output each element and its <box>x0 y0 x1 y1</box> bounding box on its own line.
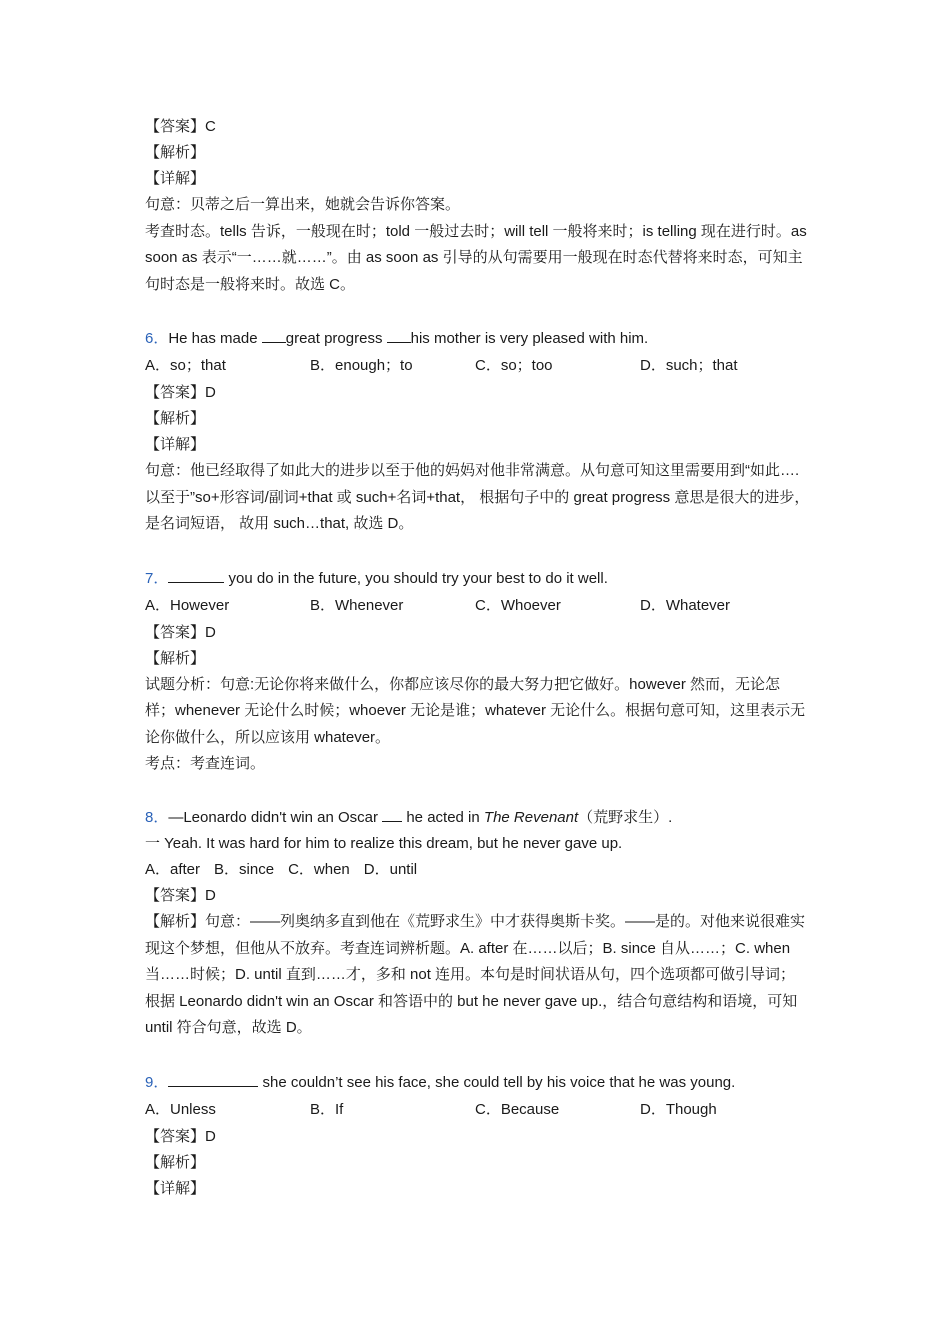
option-d: D．until <box>363 861 418 878</box>
answer-blank <box>168 1072 258 1087</box>
answer-label: 【答案】D <box>145 623 216 641</box>
analysis-label: 【解析】 <box>145 1153 206 1171</box>
question-number: 8． <box>145 809 169 826</box>
document-content <box>145 114 810 1202</box>
option-c: C．Whoever <box>475 596 561 614</box>
option-d: D．Though <box>640 1100 717 1118</box>
question-number: 7． <box>145 569 169 587</box>
answer-label: 【答案】D <box>145 887 216 904</box>
question-9-options <box>145 1096 810 1124</box>
question-8-reply: 一 Yeah. It was hard for him to realize this dream, but he never gave up. <box>145 835 623 852</box>
option-a: A．so；that <box>145 357 226 374</box>
explanation-paragraph: 句意：贝蒂之后一算出来，她就会告诉你答案。 <box>145 196 461 213</box>
question-7-stem: 7． you do in the future, you should try your best to do it well. <box>145 569 608 587</box>
option-d: D．such；that <box>640 357 738 374</box>
detail-label: 【详解】 <box>145 170 206 187</box>
film-title: The Revenant <box>483 809 579 826</box>
option-c: C．when <box>288 861 350 878</box>
option-b: B．since <box>214 861 275 878</box>
answer-blank <box>262 328 286 343</box>
answer-label: 【答案】C <box>145 118 216 135</box>
knowledge-point: 考点：考查连词。 <box>145 755 266 772</box>
option-a: A．However <box>145 596 230 614</box>
option-d: D．Whatever <box>640 596 731 614</box>
option-a: A．after <box>145 861 201 878</box>
answer-blank <box>387 328 411 343</box>
answer-blank <box>168 568 224 583</box>
explanation-paragraph: 考查时态。tells 告诉，一般现在时；told 一般过去时；will tell 一般将来时；is telling 现在进行时。as soon as 表示“一……就……”。由 as soon as 引导的从句需要用一般现在时态代替将来时态，可知主句时态是一般将来时。故选 C。 <box>145 222 807 293</box>
question-6-stem: 6．He has made great progress his mother is very pleased with him. <box>145 330 649 347</box>
question-6-options <box>145 352 810 380</box>
analysis-label: 【解析】 <box>145 649 206 667</box>
analysis-label: 【解析】 <box>145 144 206 161</box>
question-number: 9． <box>145 1073 169 1091</box>
option-b: B．enough；to <box>310 357 413 374</box>
question-number: 6． <box>145 330 169 347</box>
explanation-paragraph: 句意：他已经取得了如此大的进步以至于他的妈妈对他非常满意。从句意可知这里需要用到“如此….以至于”so+形容词/副词+that 或 such+名词+that， 根据句子中的 great progress 意思是很大的进步，是名词短语， 故用 such…that, 故选 D。 <box>145 462 810 532</box>
option-a: A．Unless <box>145 1100 216 1118</box>
answer-label: 【答案】D <box>145 384 216 401</box>
option-c: C．so；too <box>475 357 553 374</box>
detail-label: 【详解】 <box>145 1179 206 1197</box>
answer-blank <box>382 807 402 822</box>
question-7-options <box>145 592 810 620</box>
detail-label: 【详解】 <box>145 436 206 453</box>
analysis-label: 【解析】 <box>145 410 206 427</box>
option-b: B．If <box>310 1100 344 1118</box>
option-b: B．Whenever <box>310 596 404 614</box>
question-8-stem: 8．—Leonardo didn't win an Oscar he acted in The Revenant（荒野求生）. <box>145 809 673 826</box>
explanation-paragraph: 【解析】句意：——列奥纳多直到他在《荒野求生》中才获得奥斯卡奖。——是的。对他来说很难实现这个梦想，但他从不放弃。考查连词辨析题。A. after 在……以后；B. since 自从……；C. when 当……时候；D. until 直到……才，多和 not 连用。本句是时间状语从句，四个选项都可做引导词；根据 Leonardo didn't win an Oscar 和答语中的 but he never gave up.，结合句意结构和语境，可知 until 符合句意，故选 D。 <box>145 913 806 1036</box>
question-8-options <box>145 857 810 883</box>
option-c: C．Because <box>475 1100 560 1118</box>
answer-label: 【答案】D <box>145 1127 216 1145</box>
explanation-paragraph: 试题分析：句意:无论你将来做什么，你都应该尽你的最大努力把它做好。however 然而，无论怎样；whenever 无论什么时候；whoever 无论是谁；whatever 无论什么。根据句意可知，这里表示无论你做什么，所以应该用 whatever。 <box>145 675 806 746</box>
question-9-stem: 9． she couldn’t see his face, she could tell by his voice that he was young. <box>145 1073 736 1091</box>
